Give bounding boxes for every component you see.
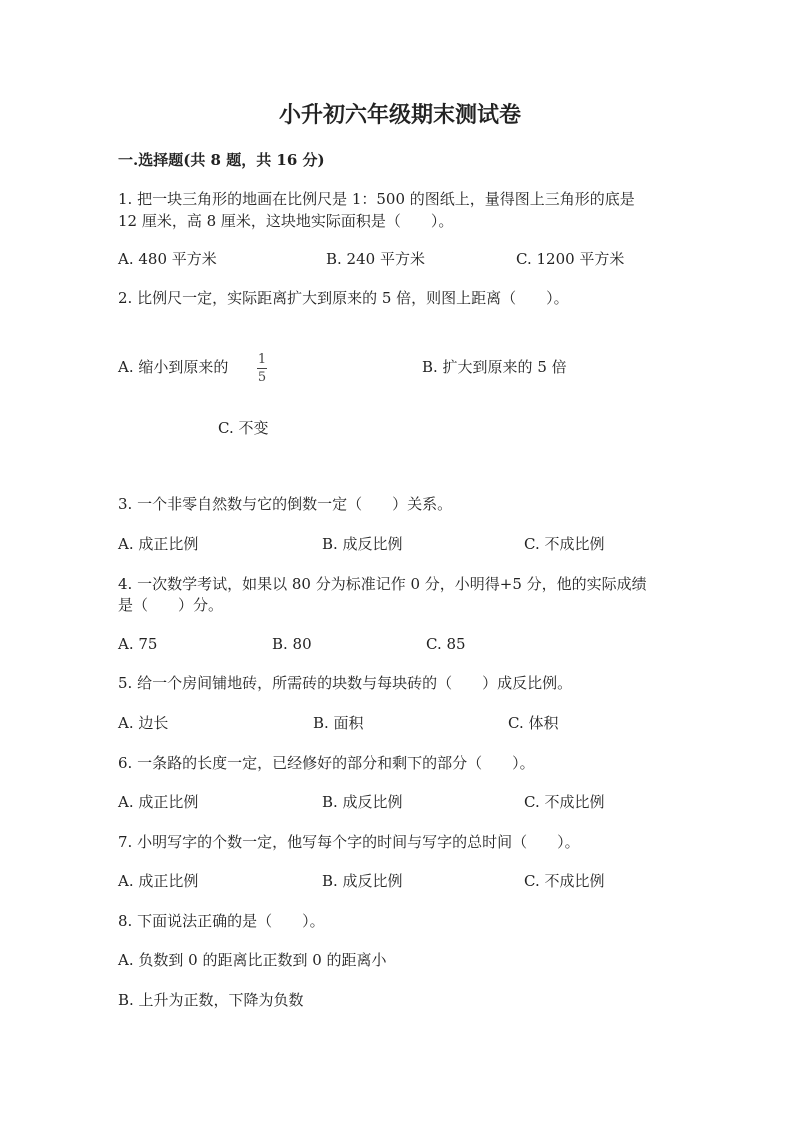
question-1-option-a: A. 480 平方米 (118, 250, 217, 268)
question-2-option-a: A. 缩小到原来的 (118, 358, 229, 376)
fraction-bar (257, 368, 267, 369)
question-7-option-a: A. 成正比例 (118, 872, 199, 890)
question-1-line-1: 1. 把一块三角形的地画在比例尺是 1：500 的图纸上，量得图上三角形的底是 (118, 190, 635, 208)
question-1-option-b: B. 240 平方米 (326, 250, 425, 268)
question-2-line-1: 2. 比例尺一定，实际距离扩大到原来的 5 倍，则图上距离（ ）。 (118, 289, 569, 307)
question-2-option-b: B. 扩大到原来的 5 倍 (422, 358, 567, 376)
question-3-option-a: A. 成正比例 (118, 535, 199, 553)
question-7-line-1: 7. 小明写字的个数一定，他写每个字的时间与写字的总时间（ ）。 (118, 833, 580, 851)
question-4-line-1: 4. 一次数学考试，如果以 80 分为标准记作 0 分，小明得+5 分，他的实际成绩 (118, 575, 647, 593)
section-heading: 一.选择题(共 8 题，共 16 分) (118, 151, 325, 169)
question-4-option-b: B. 80 (272, 635, 312, 653)
page-title: 小升初六年级期末测试卷 (278, 102, 521, 128)
question-4-option-c: C. 85 (426, 635, 466, 653)
question-6-option-c: C. 不成比例 (524, 793, 605, 811)
question-1-line-2: 12 厘米，高 8 厘米，这块地实际面积是（ ）。 (118, 212, 454, 230)
question-3-option-c: C. 不成比例 (524, 535, 605, 553)
question-4-option-a: A. 75 (118, 635, 158, 653)
question-8-option-a: A. 负数到 0 的距离比正数到 0 的距离小 (118, 951, 387, 969)
question-7-option-c: C. 不成比例 (524, 872, 605, 890)
question-1-option-c: C. 1200 平方米 (516, 250, 625, 268)
question-5-option-c: C. 体积 (508, 714, 559, 732)
question-3-line-1: 3. 一个非零自然数与它的倒数一定（ ）关系。 (118, 495, 453, 513)
question-8-option-b: B. 上升为正数，下降为负数 (118, 991, 304, 1009)
question-4-line-2: 是（ ）分。 (118, 596, 224, 614)
question-5-option-a: A. 边长 (118, 714, 169, 732)
fraction-one-fifth (257, 352, 267, 385)
question-8-line-1: 8. 下面说法正确的是（ ）。 (118, 912, 325, 930)
question-3-option-b: B. 成反比例 (322, 535, 403, 553)
fraction-numerator: 1 (257, 352, 267, 367)
question-6-option-a: A. 成正比例 (118, 793, 199, 811)
question-5-option-b: B. 面积 (313, 714, 364, 732)
question-6-line-1: 6. 一条路的长度一定，已经修好的部分和剩下的部分（ ）。 (118, 754, 535, 772)
question-7-option-b: B. 成反比例 (322, 872, 403, 890)
fraction-denominator: 5 (257, 370, 267, 385)
question-5-line-1: 5. 给一个房间铺地砖，所需砖的块数与每块砖的（ ）成反比例。 (118, 674, 573, 692)
question-2-option-c: C. 不变 (218, 419, 269, 437)
question-6-option-b: B. 成反比例 (322, 793, 403, 811)
